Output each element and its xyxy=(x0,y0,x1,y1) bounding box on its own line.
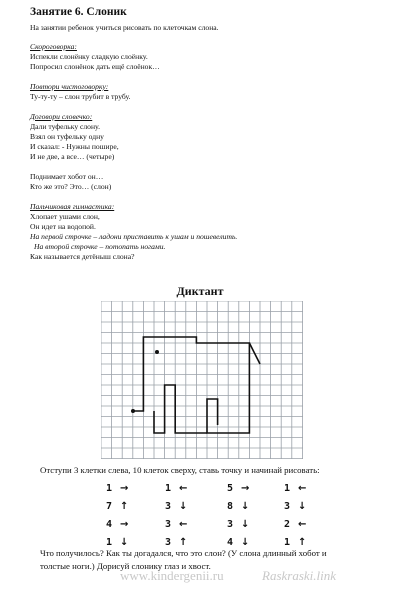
section-heading: Договори словечко: xyxy=(30,112,93,121)
section-line: И сказал: - Нужны пошире, xyxy=(30,142,119,151)
arrow-right-icon: → xyxy=(241,483,250,494)
section-line: Поднимает хобот он… xyxy=(30,172,104,181)
dictant-instruction: Отступи 3 клетки слева, 10 клеток сверху, ставь точку и начинай рисовать: xyxy=(40,465,320,475)
section-heading: Повтори чистоговорку: xyxy=(30,82,109,91)
section-line: Взял он туфельку одну xyxy=(30,132,104,141)
step-count: 3 xyxy=(284,501,291,512)
step-item xyxy=(227,483,249,494)
arrow-left-icon: ← xyxy=(179,519,188,530)
section-line: Ту-ту-ту – слон трубит в трубу. xyxy=(30,92,131,101)
section-line: Он идет на водопой. xyxy=(30,222,96,231)
section-line: И не две, а все… (четыре) xyxy=(30,152,115,161)
arrow-down-icon: ↓ xyxy=(241,501,250,512)
step-item xyxy=(106,483,128,494)
step-count: 1 xyxy=(165,483,172,494)
final-question: толстые ноги.) Дорисуй слонику глаз и хвост. xyxy=(40,561,211,571)
arrow-left-icon: ← xyxy=(298,483,307,494)
step-item xyxy=(227,537,249,548)
start-dot xyxy=(131,409,135,413)
section-line: Испекли слонёнку сладкую слоёнку. xyxy=(30,52,148,61)
step-item xyxy=(165,519,187,530)
step-item xyxy=(284,501,306,512)
arrow-up-icon: ↑ xyxy=(298,537,307,548)
step-item xyxy=(165,483,187,494)
arrow-down-icon: ↓ xyxy=(241,537,250,548)
gym-note: На первой строчке – ладони приставить к ушам и пошевелить. xyxy=(30,232,238,241)
arrow-up-icon: ↑ xyxy=(120,501,129,512)
section-heading: Пальчиковая гимнастика: xyxy=(30,202,115,211)
dictant-title: Диктант xyxy=(176,284,224,298)
grid-svg xyxy=(101,301,303,459)
arrow-right-icon: → xyxy=(120,519,129,530)
step-count: 7 xyxy=(106,501,113,512)
step-item xyxy=(227,519,249,530)
step-count: 1 xyxy=(284,483,291,494)
step-item xyxy=(106,501,128,512)
step-count: 1 xyxy=(284,537,291,548)
step-count: 8 xyxy=(227,501,234,512)
step-count: 1 xyxy=(106,537,113,548)
step-item xyxy=(165,501,187,512)
intro-text: На занятии ребенок учиться рисовать по клеточкам слона. xyxy=(30,23,219,32)
step-item xyxy=(165,537,187,548)
arrow-down-icon: ↓ xyxy=(179,501,188,512)
section-line: Дали туфельку слону. xyxy=(30,122,100,131)
section-line: Кто же это? Это… (слон) xyxy=(30,182,112,191)
drawing-grid xyxy=(101,301,303,464)
section-line: Попросил слонёнок дать ещё слоёнок… xyxy=(30,62,160,71)
arrow-left-icon: ← xyxy=(179,483,188,494)
page-title: Занятие 6. Слоник xyxy=(30,6,127,18)
arrow-right-icon: → xyxy=(120,483,129,494)
watermark-kindergenii: www.kindergenii.ru xyxy=(120,568,224,583)
arrow-down-icon: ↓ xyxy=(241,519,250,530)
step-count: 4 xyxy=(106,519,113,530)
arrow-down-icon: ↓ xyxy=(120,537,129,548)
gym-note: На второй строчке – потопать ногами. xyxy=(34,242,166,251)
step-count: 1 xyxy=(106,483,113,494)
step-count: 4 xyxy=(227,537,234,548)
watermark-raskraski: Raskraski.link xyxy=(262,568,337,583)
step-count: 3 xyxy=(165,501,172,512)
arrow-down-icon: ↓ xyxy=(298,501,307,512)
step-item xyxy=(284,519,306,530)
step-item xyxy=(106,537,128,548)
step-count: 3 xyxy=(165,519,172,530)
arrow-left-icon: ← xyxy=(298,519,307,530)
elephant-eye xyxy=(155,350,159,354)
arrow-up-icon: ↑ xyxy=(179,537,188,548)
step-count: 3 xyxy=(165,537,172,548)
final-question: Что получилось? Как ты догадался, что это слон? (У слона длинный хобот и xyxy=(40,548,327,558)
step-item xyxy=(284,537,306,548)
question-young: Как называется детёныш слона? xyxy=(30,252,135,261)
step-item xyxy=(106,519,128,530)
section-heading: Скороговорка: xyxy=(30,42,77,51)
step-item xyxy=(227,501,249,512)
section-line: Хлопает ушами слон, xyxy=(30,212,100,221)
step-item xyxy=(284,483,306,494)
step-count: 5 xyxy=(227,483,234,494)
step-count: 2 xyxy=(284,519,291,530)
step-count: 3 xyxy=(227,519,234,530)
